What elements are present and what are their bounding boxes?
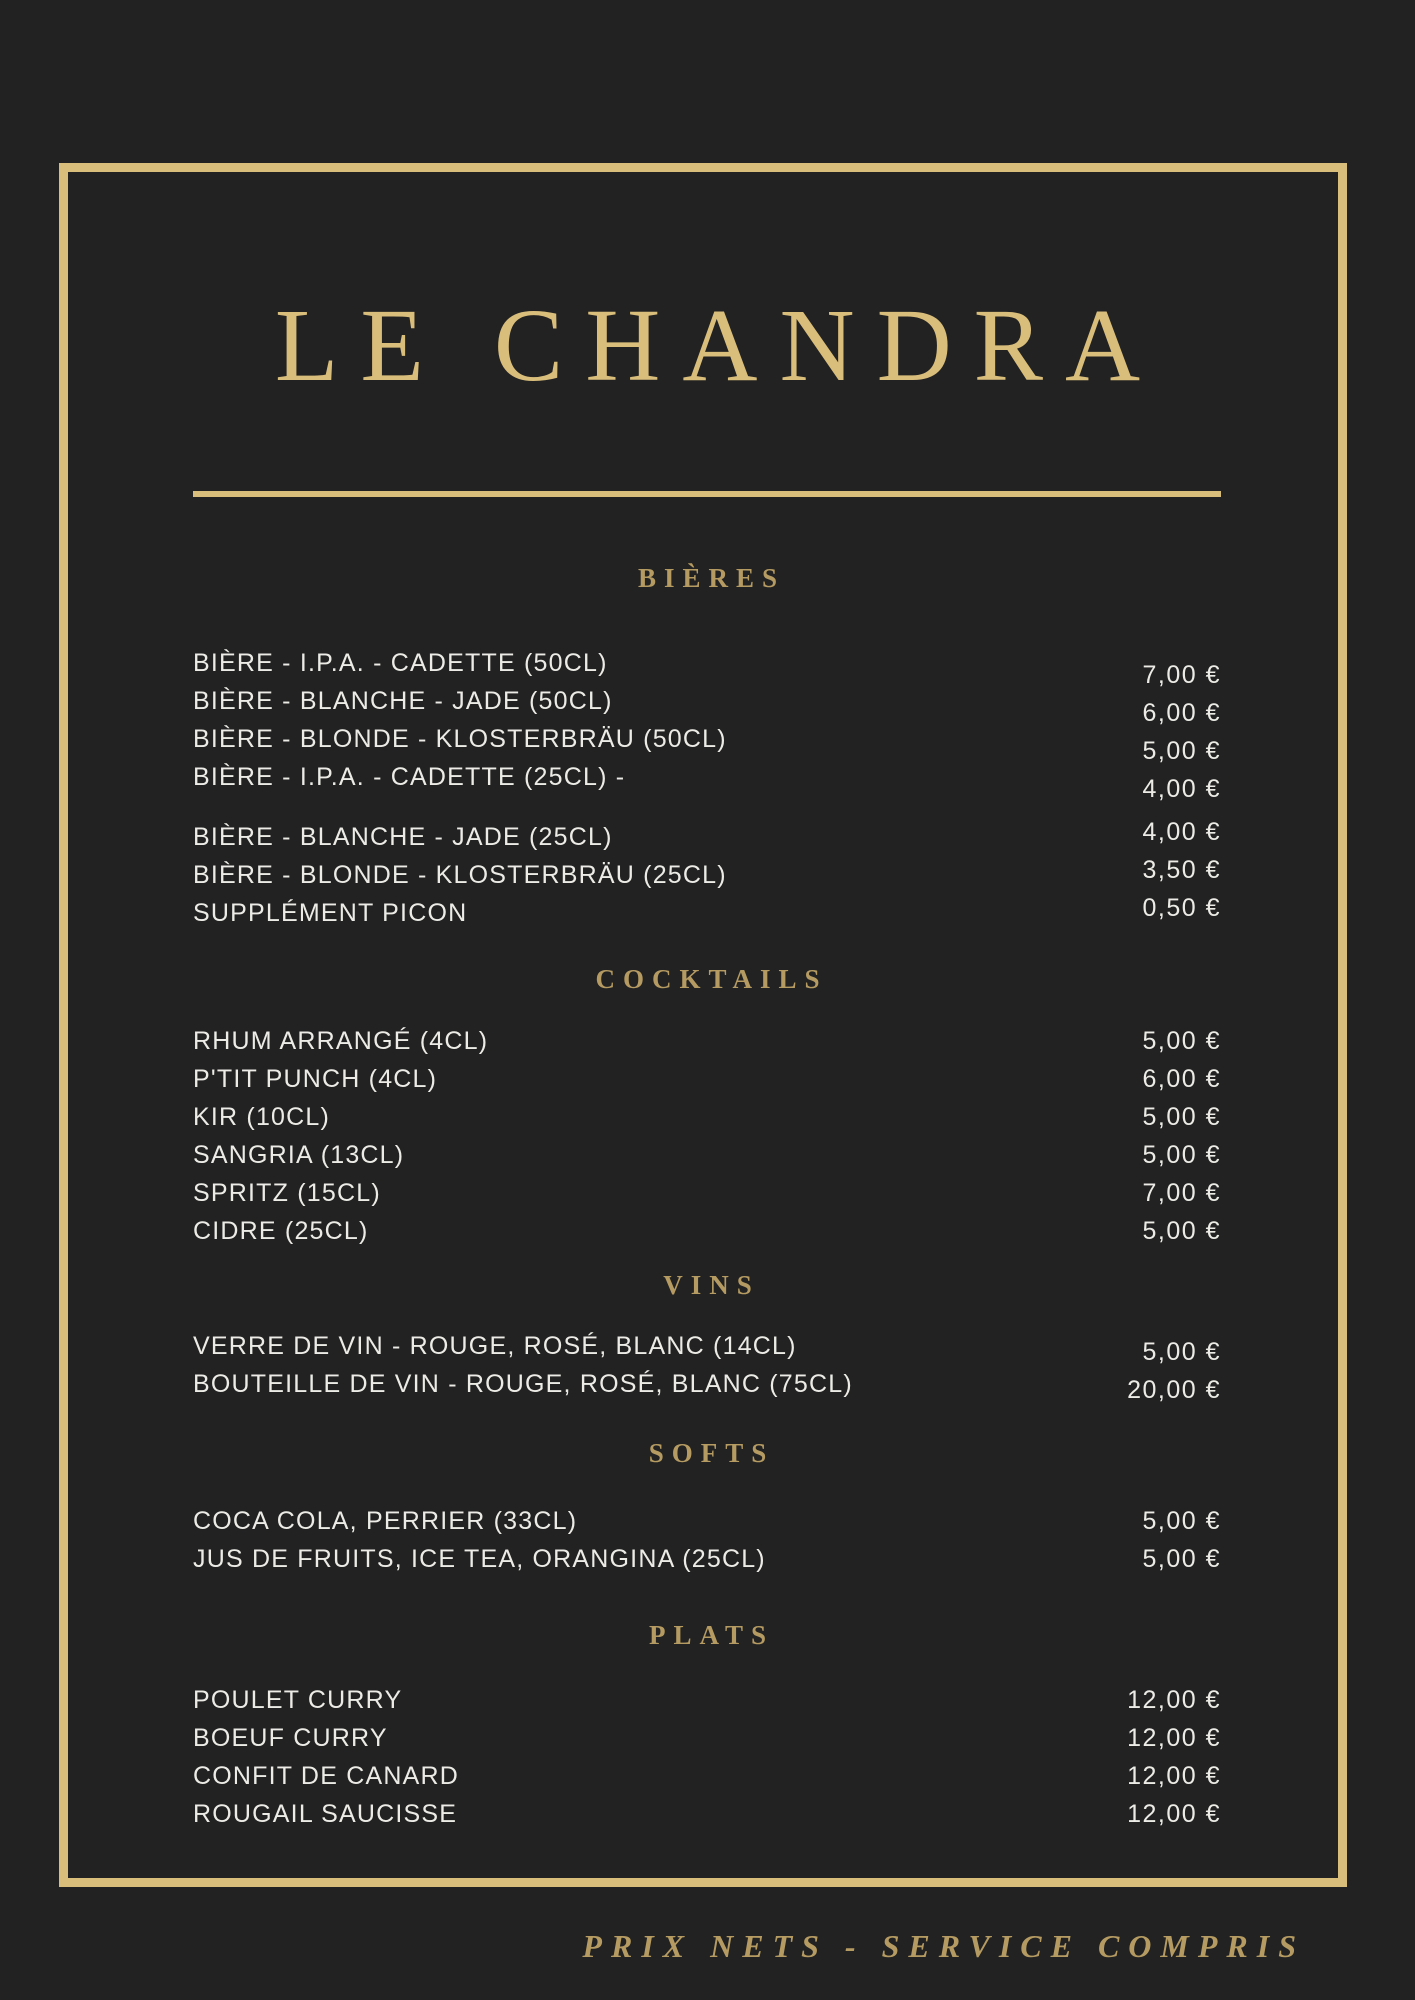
- menu-item-price: 20,00 €: [1127, 1376, 1221, 1404]
- menu-item-name: BIÈRE - BLONDE - KLOSTERBRÄU (50CL): [193, 725, 727, 753]
- menu-item-name: BIÈRE - BLANCHE - JADE (25CL): [193, 823, 613, 851]
- menu-item-price: 5,00 €: [1142, 1027, 1221, 1055]
- menu-item-name: KIR (10CL): [193, 1103, 331, 1131]
- menu-item-name: BIÈRE - BLANCHE - JADE (50CL): [193, 687, 613, 715]
- menu-item-price: 12,00 €: [1127, 1762, 1221, 1790]
- menu-item-name: BIÈRE - I.P.A. - CADETTE (25CL) -: [193, 763, 626, 791]
- menu-item-price: 12,00 €: [1127, 1686, 1221, 1714]
- menu-item-name: ROUGAIL SAUCISSE: [193, 1800, 458, 1828]
- section-title-cocktails: COCKTAILS: [595, 964, 828, 994]
- menu-item-name: SANGRIA (13CL): [193, 1141, 405, 1169]
- menu-item-price: 0,50 €: [1142, 894, 1221, 922]
- menu-item-price: 7,00 €: [1142, 661, 1221, 689]
- section-title-plats: PLATS: [648, 1620, 775, 1650]
- menu-item-price: 5,00 €: [1142, 1338, 1221, 1366]
- menu-item-price: 12,00 €: [1127, 1724, 1221, 1752]
- section-title-vins: VINS: [663, 1270, 760, 1300]
- menu-item-price: 6,00 €: [1142, 1065, 1221, 1093]
- menu-item-price: 4,00 €: [1142, 818, 1221, 846]
- section-title-bieres: BIÈRES: [637, 563, 786, 593]
- menu-item-price: 4,00 €: [1142, 775, 1221, 803]
- menu-item-name: POULET CURRY: [193, 1686, 403, 1714]
- footer-note: PRIX NETS - SERVICE COMPRIS: [582, 1928, 1305, 1964]
- menu-item-name: BIÈRE - I.P.A. - CADETTE (50CL): [193, 649, 608, 677]
- menu-item-name: P'TIT PUNCH (4CL): [193, 1065, 438, 1093]
- menu-item-price: 5,00 €: [1142, 1545, 1221, 1573]
- restaurant-title: LE CHANDRA: [274, 288, 1163, 403]
- menu-item-price: 5,00 €: [1142, 737, 1221, 765]
- menu-item-price: 5,00 €: [1142, 1103, 1221, 1131]
- menu-item-name: SPRITZ (15CL): [193, 1179, 381, 1207]
- menu-item-name: BOEUF CURRY: [193, 1724, 388, 1752]
- menu-item-price: 5,00 €: [1142, 1217, 1221, 1245]
- menu-item-price: 3,50 €: [1142, 856, 1221, 884]
- menu-item-name: CONFIT DE CANARD: [193, 1762, 459, 1790]
- menu-item-price: 5,00 €: [1142, 1141, 1221, 1169]
- menu-item-price: 5,00 €: [1142, 1507, 1221, 1535]
- menu-item-price: 12,00 €: [1127, 1800, 1221, 1828]
- menu-item-name: SUPPLÉMENT PICON: [193, 899, 468, 927]
- menu-item-name: CIDRE (25CL): [193, 1217, 369, 1245]
- menu-item-name: BIÈRE - BLONDE - KLOSTERBRÄU (25CL): [193, 861, 727, 889]
- menu-item-name: BOUTEILLE DE VIN - ROUGE, ROSÉ, BLANC (75CL): [193, 1370, 853, 1398]
- menu-item-name: RHUM ARRANGÉ (4CL): [193, 1027, 489, 1055]
- menu-item-price: 7,00 €: [1142, 1179, 1221, 1207]
- title-divider: [193, 491, 1221, 497]
- menu-item-price: 6,00 €: [1142, 699, 1221, 727]
- menu-item-name: VERRE DE VIN - ROUGE, ROSÉ, BLANC (14CL): [193, 1332, 797, 1360]
- menu-item-name: COCA COLA, PERRIER (33CL): [193, 1507, 578, 1535]
- menu-item-name: JUS DE FRUITS, ICE TEA, ORANGINA (25CL): [193, 1545, 766, 1573]
- section-title-softs: SOFTS: [648, 1438, 775, 1468]
